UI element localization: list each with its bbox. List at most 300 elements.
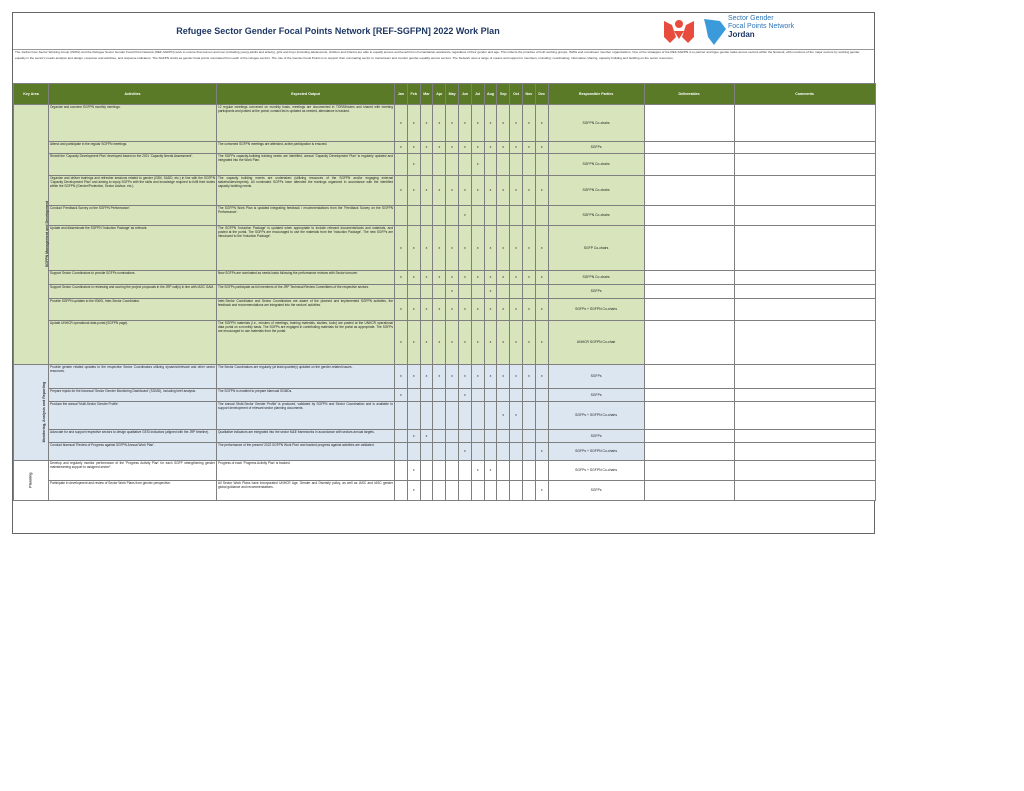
month-cell <box>458 461 471 481</box>
month-cell: x <box>407 271 420 285</box>
month-cell: x <box>446 299 459 321</box>
month-cell <box>446 481 459 501</box>
month-cell: x <box>433 105 446 142</box>
month-cell <box>497 430 510 443</box>
activity-cell: Attend and participate in the regular SGFPN meetings. <box>49 142 217 154</box>
header-month: Jul <box>471 84 484 105</box>
month-cell: x <box>484 176 497 206</box>
comments-cell <box>734 285 875 299</box>
work-plan-table <box>13 83 876 501</box>
activity-cell: Revisit the 'Capacity Development Plan' developed based on the 2021 'Capacity Needs Assessment'. <box>49 154 217 176</box>
month-cell <box>446 430 459 443</box>
month-cell <box>484 154 497 176</box>
month-cell <box>510 430 523 443</box>
month-cell <box>420 481 433 501</box>
month-cell <box>522 430 535 443</box>
month-cell: x <box>407 321 420 365</box>
month-cell <box>420 389 433 402</box>
month-cell <box>522 461 535 481</box>
deliverables-cell <box>644 299 734 321</box>
header-key-area: Key Area <box>14 84 49 105</box>
header-month: Apr <box>433 84 446 105</box>
table-row <box>14 402 876 430</box>
month-cell <box>458 430 471 443</box>
month-cell: x <box>484 226 497 271</box>
month-cell <box>433 402 446 430</box>
month-cell: x <box>484 299 497 321</box>
month-cell: x <box>458 271 471 285</box>
month-cell: x <box>522 299 535 321</box>
month-cell: x <box>458 142 471 154</box>
month-cell: x <box>458 206 471 226</box>
month-cell: x <box>497 142 510 154</box>
month-cell <box>484 443 497 461</box>
month-cell <box>484 430 497 443</box>
month-cell <box>446 206 459 226</box>
month-cell: x <box>407 365 420 389</box>
month-cell: x <box>522 176 535 206</box>
month-cell <box>407 389 420 402</box>
month-cell <box>497 461 510 481</box>
month-cell: x <box>510 142 523 154</box>
month-cell: x <box>522 105 535 142</box>
deliverables-cell <box>644 461 734 481</box>
month-cell: x <box>535 365 548 389</box>
table-row <box>14 285 876 299</box>
month-cell <box>471 430 484 443</box>
month-cell <box>407 443 420 461</box>
work-plan-body <box>14 105 876 501</box>
month-cell: x <box>407 299 420 321</box>
month-cell: x <box>420 299 433 321</box>
month-cell <box>433 430 446 443</box>
month-cell <box>433 154 446 176</box>
month-cell <box>446 389 459 402</box>
table-row <box>14 154 876 176</box>
intro-paragraph: The Jordan Inter-Sector Working Group (ISWG) and the Refugee Sector Gender Focal Point Network (REF-SGFPN) work to ensure that women and men (including young adults and elderly), girls and boys (including adolescents, children and infants) are able to equally access and benefit from humanitarian assistance regardless of their gender and age. This reflects the priorities of both working groups, ISWG and constituent member organizations. One of the strategies of the REF-SGFPN is to partner and ligue gender tasks across sectors within the Network, with members of the major sectors by working gender equality in the sector's needs analysis and design, response and activities, and response indicators. The SGFPN works as gender focal points nominated from each of the refugee sectors. The role of the Gender Focal Points is to support their nominating sector to mainstream and monitor gender equality across sectors. The Network uses a range of means and support to members, including: coordinating, information sharing, capacity building and building on the sector resources. <box>15 50 860 60</box>
activity-cell: Prepare inputs for the biannual 'Sector Gender Monitoring Dashboard' (SGMD), including brief analysis. <box>49 389 217 402</box>
responsible-cell: SGFPs <box>548 430 644 443</box>
deliverables-cell <box>644 285 734 299</box>
activity-cell: Conduct biannual 'Review of Progress against SGFPN Annual Work Plan'. <box>49 443 217 461</box>
month-cell: x <box>471 176 484 206</box>
responsible-cell: UNHCR SGFPN Co-chair <box>548 321 644 365</box>
header-month: May <box>446 84 459 105</box>
month-cell <box>522 402 535 430</box>
responsible-cell: SGFPs + SGFPN Co-chairs <box>548 299 644 321</box>
table-row <box>14 271 876 285</box>
table-row <box>14 206 876 226</box>
month-cell: x <box>433 176 446 206</box>
month-cell: x <box>535 105 548 142</box>
month-cell: x <box>471 299 484 321</box>
month-cell: x <box>395 321 408 365</box>
month-cell <box>395 430 408 443</box>
deliverables-cell <box>644 105 734 142</box>
output-cell: Qualitative indicators are integrated into the sector M&E frameworks in accordance with sectors annual targets. <box>217 430 395 443</box>
responsible-cell: SGFPs <box>548 389 644 402</box>
month-cell: x <box>458 105 471 142</box>
month-cell: x <box>484 271 497 285</box>
output-cell: All Sector Work Plans have incorporated UNHCR Age, Gender and Diversity policy, as well as IASC and IASC gender global guidance and recommendations. <box>217 481 395 501</box>
month-cell <box>497 206 510 226</box>
month-cell: x <box>471 271 484 285</box>
table-row <box>14 430 876 443</box>
comments-cell <box>734 142 875 154</box>
header-month: Nov <box>522 84 535 105</box>
month-cell: x <box>407 430 420 443</box>
month-cell <box>458 285 471 299</box>
key-area-label: Monitoring, Analysis and Reporting <box>42 382 47 443</box>
month-cell: x <box>446 365 459 389</box>
month-cell: x <box>420 365 433 389</box>
month-cell <box>458 154 471 176</box>
month-cell: x <box>420 176 433 206</box>
month-cell <box>535 389 548 402</box>
responsible-cell: SGFP Co-chairs <box>548 226 644 271</box>
responsible-cell: SGFPN Co-chairs <box>548 154 644 176</box>
deliverables-cell <box>644 206 734 226</box>
month-cell: x <box>510 176 523 206</box>
month-cell <box>395 285 408 299</box>
work-plan-sheet <box>12 12 875 534</box>
month-cell <box>395 481 408 501</box>
month-cell <box>420 461 433 481</box>
key-area-cell <box>14 365 49 461</box>
responsible-cell: SGFPN Co-chairs <box>548 105 644 142</box>
month-cell: x <box>458 226 471 271</box>
month-cell: x <box>458 443 471 461</box>
activity-cell: Support Sector Coordinators to provide SGFPs nominations. <box>49 271 217 285</box>
header-month: Jan <box>395 84 408 105</box>
table-row <box>14 176 876 206</box>
month-cell: x <box>497 226 510 271</box>
table-row <box>14 389 876 402</box>
title-row <box>13 13 874 50</box>
month-cell <box>458 402 471 430</box>
activity-cell: Produce the annual 'Multi-Sector Gender Profile'. <box>49 402 217 430</box>
month-cell: x <box>535 271 548 285</box>
month-cell: x <box>484 461 497 481</box>
deliverables-cell <box>644 402 734 430</box>
output-cell: The convened SGFPN meetings are attended, active participation is ensured. <box>217 142 395 154</box>
month-cell: x <box>522 226 535 271</box>
month-cell: x <box>510 299 523 321</box>
output-cell: The Sector Coordinators are regularly (at least quarterly) updated on the gender-related issues. <box>217 365 395 389</box>
month-cell <box>497 154 510 176</box>
page-title: Refugee Sector Gender Focal Points Network [REF-SGFPN] 2022 Work Plan <box>176 26 500 36</box>
table-row <box>14 299 876 321</box>
month-cell <box>471 389 484 402</box>
table-row <box>14 365 876 389</box>
table-row <box>14 443 876 461</box>
responsible-cell: SGFPs <box>548 142 644 154</box>
month-cell: x <box>497 176 510 206</box>
comments-cell <box>734 443 875 461</box>
deliverables-cell <box>644 154 734 176</box>
month-cell: x <box>420 142 433 154</box>
comments-cell <box>734 389 875 402</box>
month-cell <box>510 389 523 402</box>
responsible-cell: SGFPs <box>548 285 644 299</box>
month-cell <box>484 481 497 501</box>
comments-cell <box>734 105 875 142</box>
month-cell: x <box>433 226 446 271</box>
month-cell: x <box>484 285 497 299</box>
month-cell: x <box>446 321 459 365</box>
month-cell <box>420 154 433 176</box>
logo-line-3: Jordan <box>728 30 755 39</box>
month-cell: x <box>395 365 408 389</box>
activity-cell: Participate in development and review of Sector Work Plans from gender perspective. <box>49 481 217 501</box>
month-cell <box>433 461 446 481</box>
output-cell: The SGFPs capacity-building training needs are identified, annual 'Capacity Development Plan' is regularly updated and integrated into the Work Plan. <box>217 154 395 176</box>
month-cell <box>484 206 497 226</box>
deliverables-cell <box>644 365 734 389</box>
logo-text <box>728 15 794 39</box>
month-cell <box>407 402 420 430</box>
key-area-label: Planning <box>28 472 33 489</box>
header-comments: Comments <box>734 84 875 105</box>
month-cell: x <box>497 365 510 389</box>
table-row <box>14 321 876 365</box>
activity-cell: Organize and convene SGFPN monthly meetings. <box>49 105 217 142</box>
activity-cell: Update and disseminate the SGFPN 'Induction Package' as relevant. <box>49 226 217 271</box>
responsible-cell: SGFPs + SGFPN Co-chairs <box>548 461 644 481</box>
output-cell: The SGFPs participate as full members of the JRP Technical Review Committees of the respective sectors. <box>217 285 395 299</box>
month-cell: x <box>471 461 484 481</box>
activity-cell: Advocate for and support respective sectors to design qualitative GESI indicators (aligned with the JRP timeline). <box>49 430 217 443</box>
month-cell <box>535 206 548 226</box>
header-month: Jun <box>458 84 471 105</box>
responsible-cell: SGFPN Co-chairs <box>548 206 644 226</box>
month-cell <box>471 402 484 430</box>
month-cell <box>420 402 433 430</box>
responsible-cell: SGFPs + SGFPN Co-chairs <box>548 443 644 461</box>
month-cell <box>433 389 446 402</box>
month-cell: x <box>497 271 510 285</box>
logo-line-2: Focal Points Network <box>728 23 795 30</box>
table-row <box>14 142 876 154</box>
month-cell: x <box>510 271 523 285</box>
month-cell: x <box>484 365 497 389</box>
month-cell <box>510 481 523 501</box>
month-cell: x <box>433 142 446 154</box>
month-cell: x <box>510 365 523 389</box>
responsible-cell: SGFPs <box>548 365 644 389</box>
activity-cell: Conduct 'Feedback Survey on the SGFPN Performance'. <box>49 206 217 226</box>
month-cell <box>420 443 433 461</box>
table-row <box>14 105 876 142</box>
comments-cell <box>734 176 875 206</box>
month-cell: x <box>458 365 471 389</box>
month-cell <box>510 285 523 299</box>
header-row <box>14 84 876 105</box>
month-cell <box>522 389 535 402</box>
month-cell: x <box>446 142 459 154</box>
output-cell: The SGFPN materials (i.e., minutes of meetings, training materials, studies, tools) are posted at the UNHCR operational data portal on a monthly basis. The SGFPs are engaged in contributing materials for the portal as appropriate. The SGFPs are encouraged to use materials from the portal. <box>217 321 395 365</box>
header-month: Dec <box>535 84 548 105</box>
activity-cell: Provide SGFPN updates to the ISWG, Inter-Sector Coordinator. <box>49 299 217 321</box>
output-cell: The performance of the present '2022 SGFPN Work Plan' and tracked progress against activities are validated. <box>217 443 395 461</box>
month-cell: x <box>420 226 433 271</box>
output-cell: Inter-Sector Coordinator and Sector Coordinators are aware of the planned and implemented SGFPN activities, the feedback and recommendations are integrated into the sectors' activities. <box>217 299 395 321</box>
month-cell <box>420 206 433 226</box>
output-cell: The annual 'Multi-Sector Gender Profile' is produced, validated by SGFPN and Sector Coordination and is available to support development of relevant sector planning documents. <box>217 402 395 430</box>
month-cell: x <box>535 299 548 321</box>
month-cell: x <box>458 389 471 402</box>
comments-cell <box>734 430 875 443</box>
output-cell: The SGFPN Work Plan is updated integrating feedback / recommendations from the 'Feedback Survey on the SGFPN Performance'. <box>217 206 395 226</box>
month-cell: x <box>497 299 510 321</box>
month-cell <box>458 481 471 501</box>
month-cell <box>395 443 408 461</box>
month-cell <box>522 285 535 299</box>
month-cell: x <box>407 142 420 154</box>
month-cell: x <box>522 142 535 154</box>
month-cell: x <box>433 271 446 285</box>
month-cell: x <box>446 105 459 142</box>
month-cell: x <box>471 365 484 389</box>
month-cell: x <box>407 461 420 481</box>
month-cell <box>497 285 510 299</box>
month-cell: x <box>497 402 510 430</box>
month-cell: x <box>522 365 535 389</box>
month-cell <box>433 443 446 461</box>
month-cell <box>395 206 408 226</box>
month-cell: x <box>395 299 408 321</box>
deliverables-cell <box>644 443 734 461</box>
output-cell: Progress of each 'Progress Activity Plan' is tracked. <box>217 461 395 481</box>
month-cell <box>471 443 484 461</box>
header-month: Feb <box>407 84 420 105</box>
comments-cell <box>734 154 875 176</box>
month-cell: x <box>458 321 471 365</box>
month-cell: x <box>420 430 433 443</box>
month-cell: x <box>395 142 408 154</box>
month-cell: x <box>522 271 535 285</box>
activity-cell: Develop and regularly monitor performance of the 'Progress Activity Plan' for each SGFP strengthening gender mainstreaming support to assigned sector*. <box>49 461 217 481</box>
activity-cell: Support Sector Coordinators in reviewing and scoring the project proposals in the JRP call(s) in line with IASC GAM. <box>49 285 217 299</box>
month-cell: x <box>484 105 497 142</box>
month-cell: x <box>420 321 433 365</box>
comments-cell <box>734 226 875 271</box>
deliverables-cell <box>644 271 734 285</box>
month-cell: x <box>471 105 484 142</box>
month-cell: x <box>407 154 420 176</box>
month-cell <box>522 154 535 176</box>
comments-cell <box>734 299 875 321</box>
header-month: Sep <box>497 84 510 105</box>
month-cell: x <box>471 154 484 176</box>
month-cell <box>510 206 523 226</box>
comments-cell <box>734 271 875 285</box>
month-cell: x <box>522 321 535 365</box>
comments-cell <box>734 402 875 430</box>
month-cell: x <box>471 321 484 365</box>
activity-cell: Organize and deliver trainings and refresher sessions related to gender (GBV, SADD, etc.) in line with the SGFPN 'Capacity Development Plan' and aiming to equip SGFPs with the skills and knowledge required to fulfil their duties within the SGFPN (Gender/Protection, Sector Advisor, etc.). <box>49 176 217 206</box>
month-cell: x <box>484 142 497 154</box>
deliverables-cell <box>644 176 734 206</box>
output-cell: New SGFPs are nominated as needs basis following the performance reviews with Sector turnover. <box>217 271 395 285</box>
month-cell <box>484 402 497 430</box>
output-cell: The SGFPN 'Induction Package' is updated when appropriate to include relevant documents/tools and materials, and posted at the portal. The SGFPs are encouraged to use the materials from the 'Induction Package'. The new SGFPs are introduced to the 'Induction Package'. <box>217 226 395 271</box>
month-cell <box>395 461 408 481</box>
month-cell: x <box>407 226 420 271</box>
output-cell: 12 regular meetings convened on monthly basis, meetings are documented in TOR/Minutes and shared with meeting participants and posted at the portal; contact list is updated as needed, attendance is tracked. <box>217 105 395 142</box>
header-activities: Activities <box>49 84 217 105</box>
month-cell <box>497 389 510 402</box>
month-cell <box>433 481 446 501</box>
month-cell <box>395 402 408 430</box>
month-cell: x <box>535 443 548 461</box>
key-area-cell <box>14 105 49 365</box>
month-cell: x <box>407 176 420 206</box>
month-cell: x <box>420 105 433 142</box>
month-cell <box>471 285 484 299</box>
deliverables-cell <box>644 430 734 443</box>
month-cell: x <box>497 321 510 365</box>
comments-cell <box>734 321 875 365</box>
header-month: Mar <box>420 84 433 105</box>
header-month: Oct <box>510 84 523 105</box>
comments-cell <box>734 481 875 501</box>
month-cell <box>433 285 446 299</box>
month-cell <box>510 154 523 176</box>
month-cell <box>407 206 420 226</box>
month-cell: x <box>433 321 446 365</box>
month-cell: x <box>535 226 548 271</box>
month-cell: x <box>535 321 548 365</box>
month-cell <box>535 154 548 176</box>
responsible-cell: SGFPN Co-chairs <box>548 176 644 206</box>
comments-cell <box>734 365 875 389</box>
month-cell: x <box>484 321 497 365</box>
output-cell: The capacity building events are undertaken (utilizing resources of the SGFPN and/or engaging external stakeholders/experts). All nominated SGFPs have attended the trainings organized in accordance with the identified capacity building needs. <box>217 176 395 206</box>
month-cell <box>510 443 523 461</box>
month-cell <box>420 285 433 299</box>
table-row <box>14 461 876 481</box>
month-cell <box>407 285 420 299</box>
month-cell: x <box>395 226 408 271</box>
key-area-cell <box>14 461 49 501</box>
month-cell: x <box>446 176 459 206</box>
month-cell: x <box>395 271 408 285</box>
month-cell <box>446 443 459 461</box>
key-area-label: SGFPN Management and Development <box>45 201 50 268</box>
month-cell: x <box>535 142 548 154</box>
comments-cell <box>734 461 875 481</box>
deliverables-cell <box>644 321 734 365</box>
month-cell <box>484 389 497 402</box>
responsible-cell: SGFPN Co-chairs <box>548 271 644 285</box>
month-cell <box>497 481 510 501</box>
comments-cell <box>734 206 875 226</box>
month-cell <box>446 402 459 430</box>
month-cell <box>497 443 510 461</box>
month-cell <box>446 461 459 481</box>
month-cell <box>446 154 459 176</box>
month-cell: x <box>395 389 408 402</box>
month-cell: x <box>535 176 548 206</box>
deliverables-cell <box>644 226 734 271</box>
month-cell <box>471 481 484 501</box>
activity-cell: Update UNHCR operational data portal (SGFPN page). <box>49 321 217 365</box>
month-cell <box>535 430 548 443</box>
month-cell: x <box>535 481 548 501</box>
deliverables-cell <box>644 481 734 501</box>
month-cell: x <box>458 299 471 321</box>
